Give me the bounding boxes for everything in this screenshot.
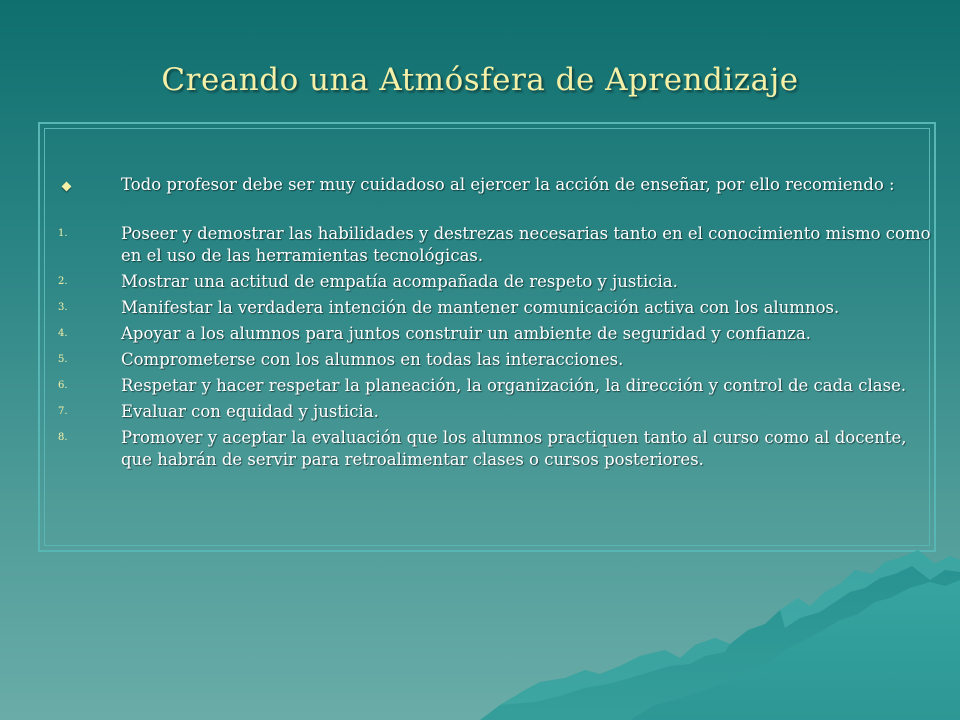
- list-item-text: Comprometerse con los alumnos en todas las interacciones.: [121, 350, 624, 369]
- list-item-number: 1.: [58, 228, 68, 239]
- list-item-number: 2.: [58, 276, 68, 287]
- list-item-text: Manifestar la verdadera intención de mantener comunicación activa con los alumnos.: [121, 298, 840, 317]
- list-item-number: 6.: [58, 380, 68, 391]
- list-item-4: [52, 323, 932, 345]
- list-item-text: Promover y aceptar la evaluación que los alumnos practiquen tanto al curso como al docente, que habrán de servir para retroalimentar clases o cursos posteriores.: [121, 428, 907, 469]
- list-item-text: Poseer y demostrar las habilidades y destrezas necesarias tanto en el conocimiento mismo como en el uso de las herramientas tecnológicas.: [121, 224, 931, 265]
- list-item-2: [52, 271, 932, 293]
- list-item-6: [52, 375, 932, 397]
- list-item-number: 8.: [58, 432, 68, 443]
- list-item-5: [52, 349, 932, 371]
- bullet-marker: [52, 174, 102, 196]
- list-item-7: [52, 401, 932, 423]
- list-item-number: 7.: [58, 406, 68, 417]
- list-item-1: [52, 223, 932, 267]
- slide-title: Creando una Atmósfera de Aprendizaje: [161, 62, 799, 98]
- list-item-text: Respetar y hacer respetar la planeación, la organización, la dirección y control de cada clase.: [121, 376, 907, 395]
- intro-bullet-text: Todo profesor debe ser muy cuidadoso al ejercer la acción de enseñar, por ello recomiendo :: [121, 175, 895, 194]
- mountain-decoration: [480, 540, 960, 720]
- list-item-number: 3.: [58, 302, 68, 313]
- list-item-3: [52, 297, 932, 319]
- list-item-text: Apoyar a los alumnos para juntos construir un ambiente de seguridad y confianza.: [121, 324, 812, 343]
- list-item-text: Evaluar con equidad y justicia.: [121, 402, 379, 421]
- list-item-number: 4.: [58, 328, 68, 339]
- intro-bullet: [52, 174, 932, 196]
- diamond-icon: [62, 182, 72, 192]
- list-item-number: 5.: [58, 354, 68, 365]
- slide-body: [52, 174, 932, 475]
- list-item-8: [52, 427, 932, 471]
- list-item-text: Mostrar una actitud de empatía acompañada de respeto y justicia.: [121, 272, 678, 291]
